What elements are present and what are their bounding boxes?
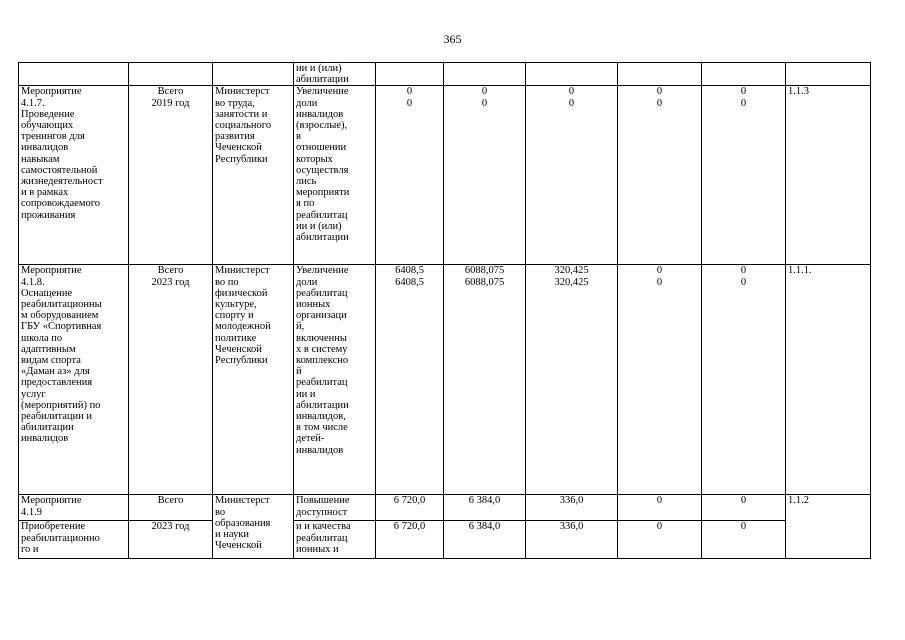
value-cell — [702, 265, 786, 495]
value-year: 0 — [406, 97, 413, 109]
period-label: Всего — [157, 265, 184, 277]
result-cell: Повышение доступност — [294, 495, 376, 521]
page-number: 365 — [443, 32, 462, 46]
value-cell: 6 384,0 — [444, 521, 526, 559]
value-total: 0 — [406, 86, 413, 98]
table-row — [19, 521, 871, 559]
value-year: 0 — [740, 97, 747, 109]
result-cell: Увеличение доли инвалидов (взрослые), в отношении которых осуществля лись мероприяти я по реабилитац ии и (или) абилитации — [294, 86, 376, 265]
value-cell: 0 — [618, 495, 702, 521]
value-cell — [526, 86, 618, 265]
value-cell: 6 720,0 — [376, 495, 444, 521]
executor-cell: Министерст во труда, занятости и социального развития Чеченской Республики — [213, 86, 294, 265]
period-label: Всего — [157, 86, 184, 98]
value-year: 0 — [656, 276, 663, 288]
period-year: 2019 год — [151, 97, 190, 109]
value-cell — [376, 86, 444, 265]
event-cell: Приобретение реабилитационно го и — [19, 521, 129, 559]
value-cell — [444, 86, 526, 265]
indicator-cell: 1.1.2 — [786, 495, 871, 559]
period-year: 2023 год — [151, 276, 190, 288]
period-cell — [129, 86, 213, 265]
table-row — [19, 63, 871, 86]
value-cell — [444, 265, 526, 495]
value-year: 320,425 — [554, 276, 589, 288]
value-cell: 0 — [702, 521, 786, 559]
indicator-cell: 1.1.3 — [786, 86, 871, 265]
value-cell — [618, 86, 702, 265]
result-cell: и и качества реабилитац ионных и — [294, 521, 376, 559]
value-total: 0 — [740, 86, 747, 98]
value-cell: 6 384,0 — [444, 495, 526, 521]
period-cell — [129, 265, 213, 495]
value-cell — [526, 265, 618, 495]
table-row — [19, 265, 871, 495]
value-year: 0 — [481, 97, 488, 109]
executor-cell: Министерст во по физической культуре, спорту и молодежной политике Чеченской Республики — [213, 265, 294, 495]
value-cell: 0 — [618, 521, 702, 559]
value-cell: 0 — [702, 495, 786, 521]
value-total: 0 — [656, 86, 663, 98]
value-total: 6408,5 — [395, 265, 424, 277]
table-row — [19, 86, 871, 265]
value-cell — [376, 265, 444, 495]
value-year: 0 — [568, 97, 575, 109]
period-cell: 2023 год — [129, 521, 213, 559]
executor-cell: Министерст во образования и науки Чеченской — [213, 495, 294, 559]
value-cell — [702, 86, 786, 265]
value-cell — [618, 265, 702, 495]
value-total: 0 — [568, 86, 575, 98]
program-table — [18, 62, 871, 559]
value-total: 6088,075 — [464, 265, 505, 277]
value-year: 6088,075 — [464, 276, 505, 288]
value-year: 6408,5 — [395, 276, 424, 288]
event-cell: Мероприятие 4.1.7. Проведение обучающих тренингов для инвалидов навыкам самостоятельной жизнедеятельност и в рамках сопровождаемого проживания — [19, 86, 129, 265]
value-year: 0 — [656, 97, 663, 109]
value-total: 0 — [656, 265, 663, 277]
period-cell: Всего — [129, 495, 213, 521]
indicator-cell: 1.1.1. — [786, 265, 871, 495]
value-cell: 336,0 — [526, 495, 618, 521]
event-cell: Мероприятие 4.1.9 — [19, 495, 129, 521]
value-total: 0 — [481, 86, 488, 98]
table-row — [19, 495, 871, 521]
value-year: 0 — [740, 276, 747, 288]
result-cell: ии и (или) абилитации — [294, 63, 376, 86]
event-cell: Мероприятие 4.1.8. Оснащение реабилитационны м оборудованием ГБУ «Спортивная школа по адаптивным видам спорта «Даман аз» для предоставления услуг (мероприятий) по реабилитации и абилитации инвалидов — [19, 265, 129, 495]
value-total: 0 — [740, 265, 747, 277]
value-total: 320,425 — [554, 265, 589, 277]
value-cell: 336,0 — [526, 521, 618, 559]
value-cell: 6 720,0 — [376, 521, 444, 559]
result-cell: Увеличение доли реабилитац ионных организаци й, включенны х в систему комплексно й реабилитац ии и абилитации инвалидов, в том числе детей- инвалидов — [294, 265, 376, 495]
